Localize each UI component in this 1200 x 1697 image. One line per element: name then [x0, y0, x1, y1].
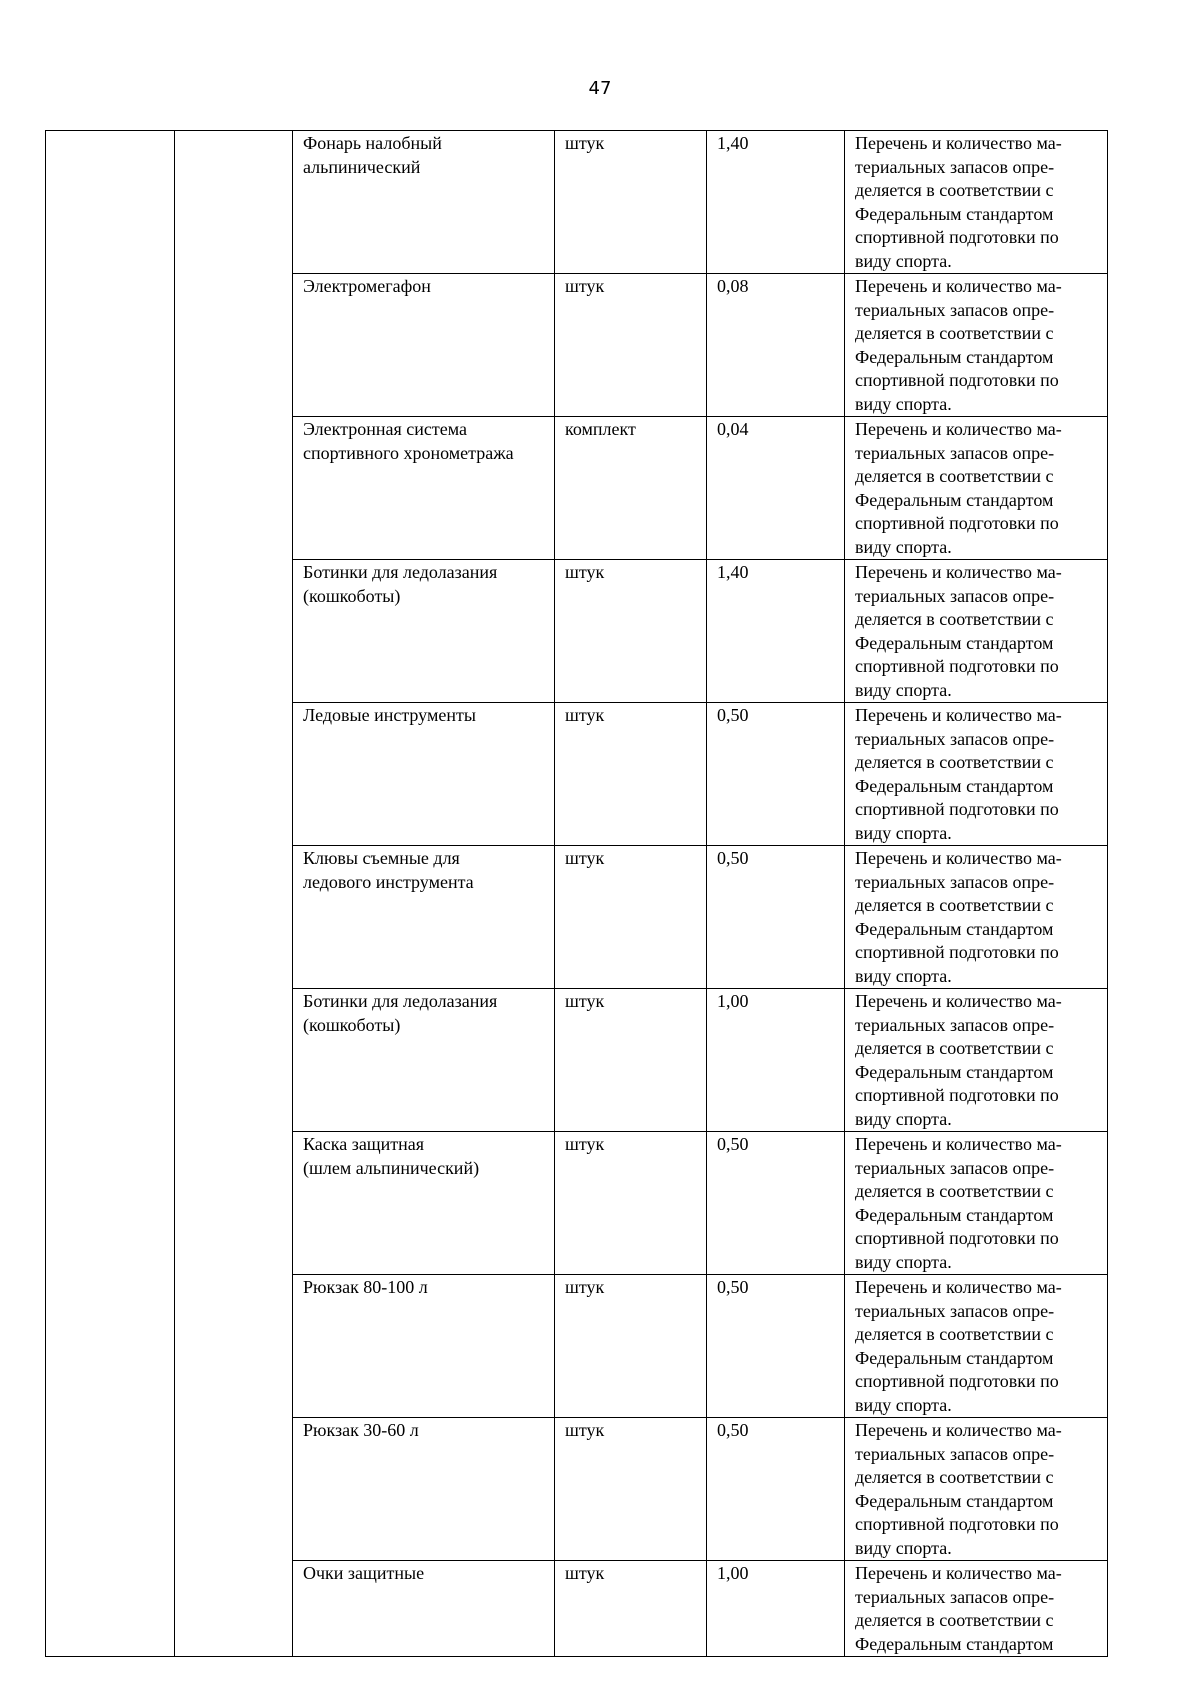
- note-line: териальных запасов опре-: [855, 299, 1055, 320]
- note-line: деляется в соответствии с: [855, 1467, 1054, 1487]
- note-line: Федеральным стандартом: [855, 1347, 1054, 1368]
- note-line: териальных запасов опре-: [855, 1014, 1055, 1035]
- note-line: виду спорта.: [855, 393, 952, 414]
- note-line: спортивной подготовки по: [855, 656, 1059, 676]
- item-name-line: Рюкзак 30-60 л: [303, 1420, 419, 1440]
- note-line: виду спорта.: [855, 822, 952, 843]
- item-name-cell: [293, 1275, 555, 1418]
- note-cell: [845, 703, 1108, 846]
- subsection-cell: [175, 131, 293, 1657]
- quantity-cell: 0,04: [707, 417, 845, 560]
- note-line: спортивной подготовки по: [855, 1085, 1059, 1105]
- note-line: виду спорта.: [855, 250, 952, 271]
- note-line: териальных запасов опре-: [855, 156, 1055, 177]
- note-line: деляется в соответствии с: [855, 323, 1054, 343]
- note-cell: [845, 417, 1108, 560]
- item-name-line: Электромегафон: [303, 276, 431, 296]
- item-name-line: Электронная система: [303, 419, 467, 439]
- item-name-cell: [293, 703, 555, 846]
- note-line: териальных запасов опре-: [855, 1443, 1055, 1464]
- note-line: деляется в соответствии с: [855, 1610, 1054, 1630]
- note-line: виду спорта.: [855, 536, 952, 557]
- note-line: Перечень и количество ма-: [855, 276, 1062, 296]
- item-name-line: Каска защитная: [303, 1134, 425, 1154]
- unit-cell: штук: [555, 1132, 707, 1275]
- item-name-line: Клювы съемные для: [303, 848, 460, 868]
- unit-cell: штук: [555, 1275, 707, 1418]
- item-name-line: Рюкзак 80-100 л: [303, 1277, 428, 1297]
- note-line: Федеральным стандартом: [855, 489, 1054, 510]
- note-line: Перечень и количество ма-: [855, 133, 1062, 153]
- note-line: териальных запасов опре-: [855, 1586, 1055, 1607]
- note-cell: [845, 1418, 1108, 1561]
- note-line: Федеральным стандартом: [855, 1633, 1054, 1654]
- note-line: виду спорта.: [855, 965, 952, 986]
- note-line: Федеральным стандартом: [855, 632, 1054, 653]
- note-line: спортивной подготовки по: [855, 942, 1059, 962]
- item-name-line: (кошкоботы): [303, 1014, 401, 1035]
- note-line: териальных запасов опре-: [855, 442, 1055, 463]
- note-cell: [845, 274, 1108, 417]
- unit-cell: штук: [555, 846, 707, 989]
- quantity-cell: 0,50: [707, 1132, 845, 1275]
- note-cell: [845, 989, 1108, 1132]
- note-line: Федеральным стандартом: [855, 918, 1054, 939]
- note-line: Перечень и количество ма-: [855, 705, 1062, 725]
- unit-cell: штук: [555, 1418, 707, 1561]
- item-name-cell: [293, 131, 555, 274]
- note-line: деляется в соответствии с: [855, 609, 1054, 629]
- quantity-cell: 0,50: [707, 703, 845, 846]
- note-line: териальных запасов опре-: [855, 1300, 1055, 1321]
- note-line: спортивной подготовки по: [855, 1371, 1059, 1391]
- note-line: Федеральным стандартом: [855, 203, 1054, 224]
- note-line: Федеральным стандартом: [855, 346, 1054, 367]
- item-name-line: Ледовые инструменты: [303, 705, 476, 725]
- item-name-line: спортивного хронометража: [303, 442, 514, 463]
- quantity-cell: 1,40: [707, 560, 845, 703]
- note-line: виду спорта.: [855, 1108, 952, 1129]
- item-name-cell: [293, 274, 555, 417]
- unit-cell: комплект: [555, 417, 707, 560]
- quantity-cell: 0,50: [707, 1418, 845, 1561]
- item-name-line: альпинический: [303, 156, 421, 177]
- note-line: Перечень и количество ма-: [855, 991, 1062, 1011]
- item-name-line: (кошкоботы): [303, 585, 401, 606]
- note-line: Федеральным стандартом: [855, 1204, 1054, 1225]
- note-line: деляется в соответствии с: [855, 180, 1054, 200]
- note-line: спортивной подготовки по: [855, 370, 1059, 390]
- quantity-cell: 1,00: [707, 1561, 845, 1657]
- note-line: Федеральным стандартом: [855, 1490, 1054, 1511]
- note-line: деляется в соответствии с: [855, 1038, 1054, 1058]
- item-name-cell: [293, 989, 555, 1132]
- quantity-cell: 0,08: [707, 274, 845, 417]
- page-number: 47: [588, 78, 612, 99]
- note-line: спортивной подготовки по: [855, 1514, 1059, 1534]
- quantity-cell: 1,40: [707, 131, 845, 274]
- note-line: Перечень и количество ма-: [855, 1134, 1062, 1154]
- note-line: спортивной подготовки по: [855, 799, 1059, 819]
- note-line: Перечень и количество ма-: [855, 1277, 1062, 1297]
- quantity-cell: 0,50: [707, 846, 845, 989]
- equipment-table: [45, 130, 1108, 1657]
- note-line: деляется в соответствии с: [855, 1324, 1054, 1344]
- item-name-cell: [293, 560, 555, 703]
- quantity-cell: 1,00: [707, 989, 845, 1132]
- item-name-cell: [293, 417, 555, 560]
- note-line: деляется в соответствии с: [855, 466, 1054, 486]
- note-cell: [845, 131, 1108, 274]
- item-name-line: Фонарь налобный: [303, 133, 442, 153]
- note-line: териальных запасов опре-: [855, 1157, 1055, 1178]
- note-cell: [845, 846, 1108, 989]
- item-name-cell: [293, 1561, 555, 1657]
- note-line: Федеральным стандартом: [855, 1061, 1054, 1082]
- note-line: виду спорта.: [855, 679, 952, 700]
- unit-cell: штук: [555, 274, 707, 417]
- note-line: Перечень и количество ма-: [855, 1420, 1062, 1440]
- note-line: Перечень и количество ма-: [855, 848, 1062, 868]
- note-line: териальных запасов опре-: [855, 728, 1055, 749]
- note-line: виду спорта.: [855, 1394, 952, 1415]
- note-line: деляется в соответствии с: [855, 752, 1054, 772]
- table-row: [46, 131, 1108, 274]
- note-line: Перечень и количество ма-: [855, 562, 1062, 582]
- unit-cell: штук: [555, 1561, 707, 1657]
- item-name-line: (шлем альпинический): [303, 1157, 480, 1178]
- note-line: спортивной подготовки по: [855, 1228, 1059, 1248]
- item-name-line: Ботинки для ледолазания: [303, 991, 498, 1011]
- note-line: виду спорта.: [855, 1537, 952, 1558]
- item-name-cell: [293, 1132, 555, 1275]
- note-line: Федеральным стандартом: [855, 775, 1054, 796]
- item-name-line: Очки защитные: [303, 1563, 425, 1583]
- item-name-line: ледового инструмента: [303, 871, 474, 892]
- quantity-cell: 0,50: [707, 1275, 845, 1418]
- item-name-cell: [293, 1418, 555, 1561]
- note-line: деляется в соответствии с: [855, 1181, 1054, 1201]
- note-line: виду спорта.: [855, 1251, 952, 1272]
- note-line: териальных запасов опре-: [855, 585, 1055, 606]
- item-name-line: Ботинки для ледолазания: [303, 562, 498, 582]
- note-cell: [845, 1275, 1108, 1418]
- note-line: Перечень и количество ма-: [855, 1563, 1062, 1583]
- table-body: [46, 131, 1108, 1657]
- unit-cell: штук: [555, 703, 707, 846]
- unit-cell: штук: [555, 560, 707, 703]
- note-cell: [845, 1561, 1108, 1657]
- unit-cell: штук: [555, 131, 707, 274]
- note-line: Перечень и количество ма-: [855, 419, 1062, 439]
- note-line: деляется в соответствии с: [855, 895, 1054, 915]
- section-cell: [46, 131, 175, 1657]
- note-line: спортивной подготовки по: [855, 513, 1059, 533]
- note-line: спортивной подготовки по: [855, 227, 1059, 247]
- note-cell: [845, 560, 1108, 703]
- unit-cell: штук: [555, 989, 707, 1132]
- item-name-cell: [293, 846, 555, 989]
- note-cell: [845, 1132, 1108, 1275]
- note-line: териальных запасов опре-: [855, 871, 1055, 892]
